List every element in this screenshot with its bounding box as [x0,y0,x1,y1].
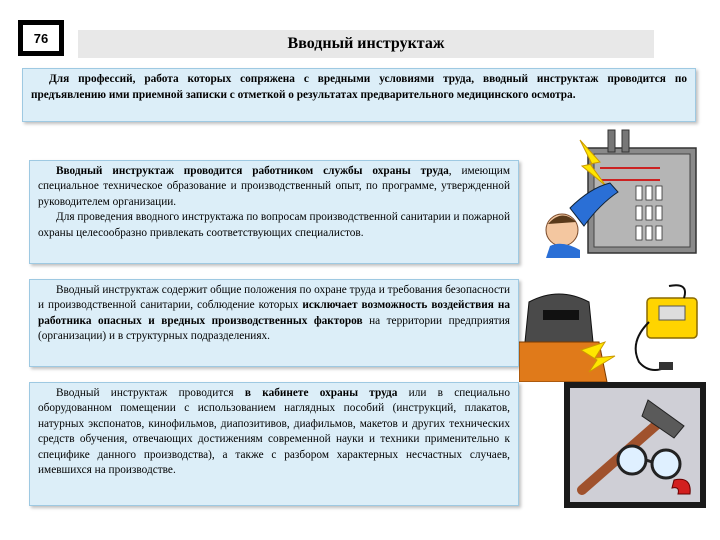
safety-tools-icon [562,380,708,510]
text-box-location-text [38,386,510,478]
text-box-medical [22,68,696,122]
location-part1: Вводный инструктаж проводится [56,387,245,399]
location-part3: или в специально оборудованном помещении с использованием наглядных пособий (инструкций, плакатов, натурных экспонатов, кинофильмов, диапозитивов, диафильмов, макетов и других технических средств обучения, отвечающих достижениям современной науки и техники применительно к специфике данного производства), а также с разбором характерных несчастных случаев, имевшихся на производстве. [38,387,510,477]
electric-panel-worker-icon [540,128,700,258]
content-bold: исключает возможность воздействия на работника опасных и вредных производственных факторов [38,299,511,327]
text-box-who-conducts [29,160,519,264]
slide-number-badge [18,20,64,56]
text-box-location [29,382,519,506]
text-box-medical-text: Для профессий, работа которых сопряжена с вредными условиями труда, вводный инструктаж проводится по предъявлению ими приемной записки с отметкой о результатах предварительного медицинского осмотра. [31,73,687,101]
who-conducts-rest: , имеющим специальное техническое образование и производственный опыт, по программе, утвержденной руководителем организации. [38,165,510,208]
page-title: Вводный инструктаж [78,30,654,58]
text-box-content-text [38,283,510,345]
text-box-who-conducts-p2: Для проведения вводного инструктажа по вопросам производственной санитарии и пожарной охраны целесообразно привлекать соответствующих специалистов. [38,211,510,239]
slide-number: 76 [23,25,59,51]
welder-icon [519,282,709,382]
who-conducts-bold: Вводный инструктаж проводится работником службы охраны труда [56,165,449,177]
content-part1: Вводный инструктаж содержит общие положения по охране труда и требования безопасности и производственной санитарии, соблюдение которых [38,284,510,312]
location-bold: в кабинете охраны труда [244,387,398,399]
content-part3: на территории предприятия (организации) и в структурных подразделениях. [38,314,510,343]
text-box-content [29,279,519,367]
text-box-who-conducts-p1 [38,164,510,210]
